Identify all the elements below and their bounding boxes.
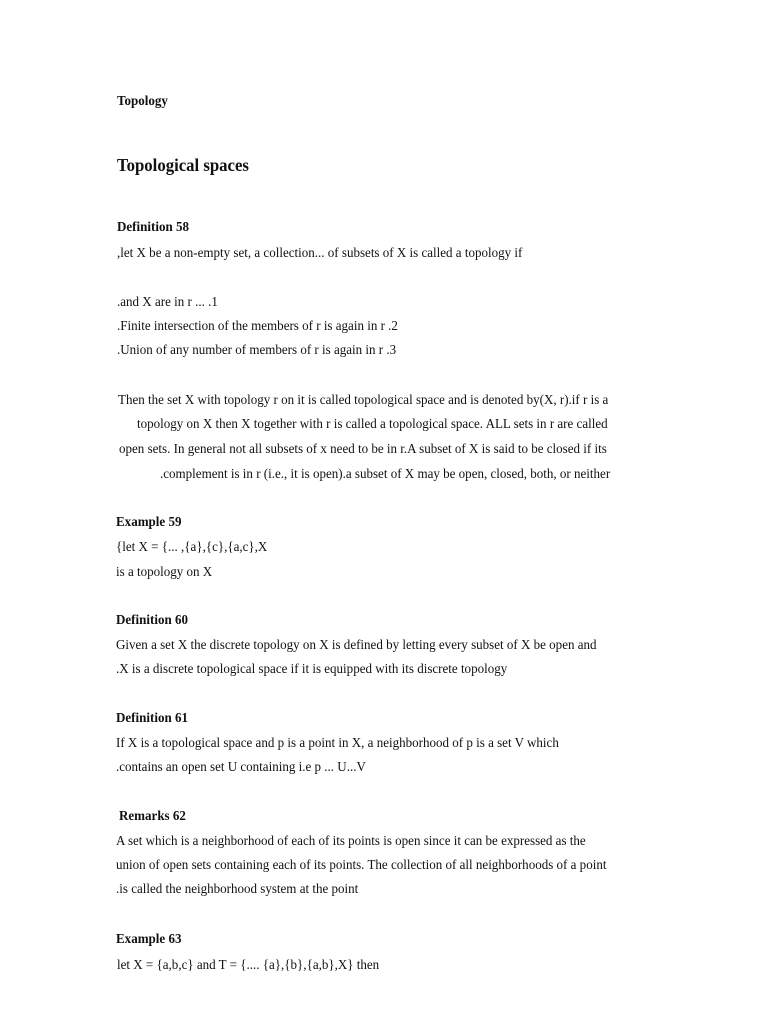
definition-58-item-3: .Union of any number of members of r is again in r .3 — [117, 343, 397, 358]
remarks-62-line: union of open sets containing each of its points. The collection of all neighborhoods of a point — [116, 858, 607, 873]
definition-60-line: .X is a discrete topological space if it is equipped with its discrete topology — [116, 662, 508, 677]
definition-58-paragraph-line: Then the set X with topology r on it is called topological space and is denoted by(X, r).if r is a — [118, 393, 609, 408]
example-63-line: let X = {a,b,c} and T = {.... {a},{b},{a,b},X} then — [117, 958, 380, 973]
definition-61-heading: Definition 61 — [116, 711, 188, 726]
definition-61-line: .contains an open set U containing i.e p ... U...V — [116, 760, 366, 775]
definition-58-intro: ,let X be a non-empty set, a collection... of subsets of X is called a topology if — [117, 246, 523, 261]
definition-61-line: If X is a topological space and p is a point in X, a neighborhood of p is a set V which — [116, 736, 559, 751]
remarks-62-line: A set which is a neighborhood of each of its points is open since it can be expressed as the — [116, 834, 586, 849]
definition-58-paragraph-line: .complement is in r (i.e., it is open).a subset of X may be open, closed, both, or neither — [160, 467, 611, 482]
remarks-62-line: .is called the neighborhood system at the point — [116, 882, 359, 897]
section-title: Topological spaces — [117, 155, 249, 175]
definition-58-paragraph-line: open sets. In general not all subsets of x need to be in r.A subset of X is said to be closed if its — [119, 442, 607, 457]
definition-58-paragraph-line: topology on X then X together with r is called a topological space. ALL sets in r are called — [137, 417, 608, 432]
definition-58-heading: Definition 58 — [117, 220, 189, 235]
definition-60-heading: Definition 60 — [116, 613, 188, 628]
document-title: Topology — [117, 94, 168, 109]
example-59-line: {let X = {... ,{a},{c},{a,c},X — [116, 540, 268, 555]
definition-58-item-2: .Finite intersection of the members of r is again in r .2 — [117, 319, 398, 334]
remarks-62-heading: Remarks 62 — [119, 809, 186, 824]
example-59-line: is a topology on X — [116, 565, 213, 580]
definition-60-line: Given a set X the discrete topology on X is defined by letting every subset of X be open and — [116, 638, 597, 653]
example-63-heading: Example 63 — [116, 932, 182, 947]
example-59-heading: Example 59 — [116, 515, 182, 530]
definition-58-item-1: .and X are in r ... .1 — [117, 295, 218, 310]
